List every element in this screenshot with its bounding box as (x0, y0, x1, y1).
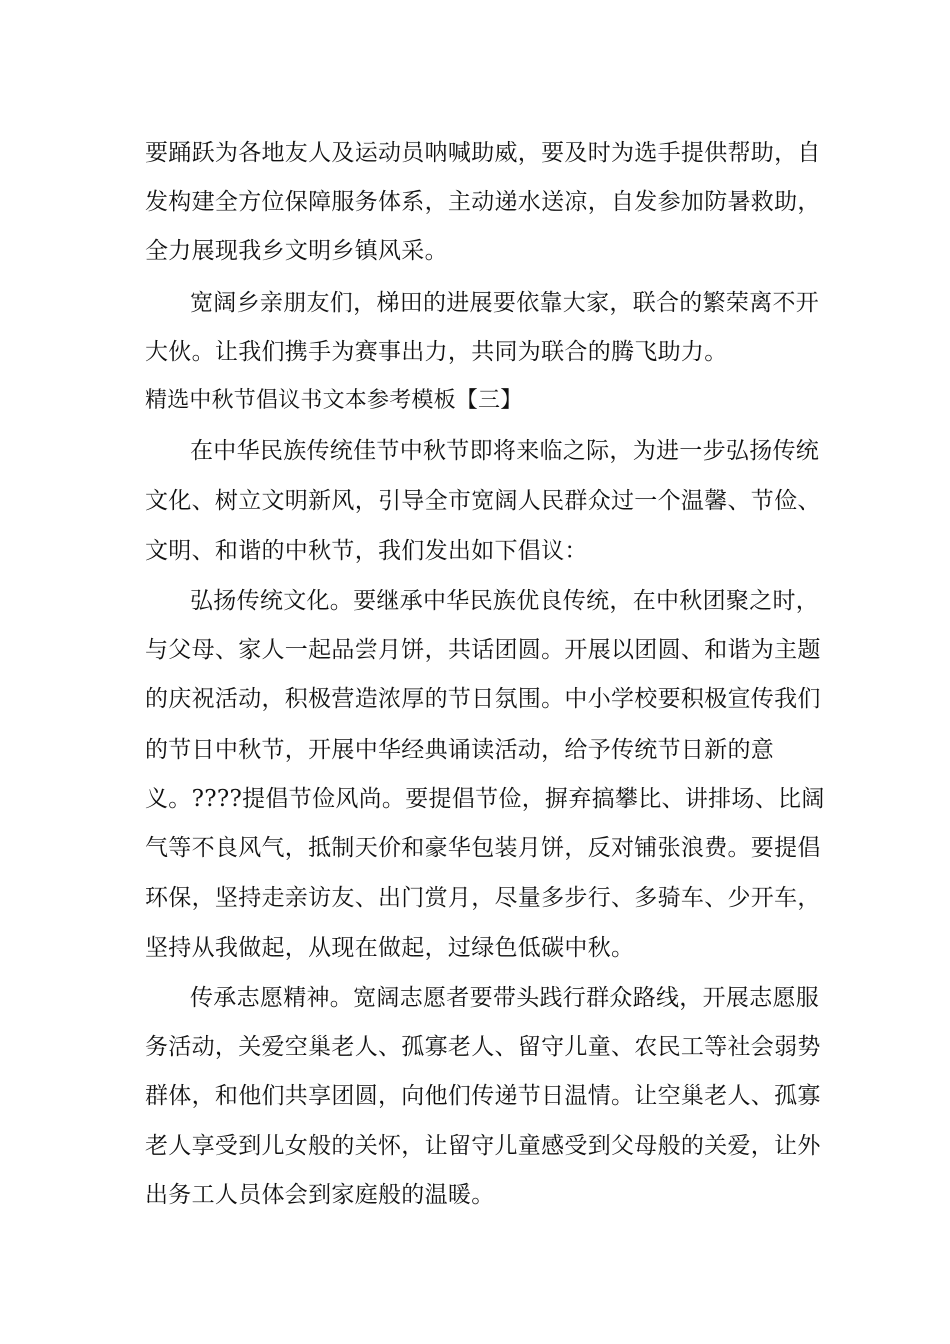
text-line: 务活动，关爱空巢老人、孤寡老人、留守儿童、农民工等社会弱势 (145, 1034, 821, 1060)
text-line: 出务工人员体会到家庭般的温暖。 (145, 1182, 495, 1208)
section-heading: 精选中秋节倡议书文本参考模板【三】 (145, 388, 523, 413)
text-line: 与父母、家人一起品尝月饼，共话团圆。开展以团圆、和谐为主题 (145, 637, 821, 663)
text-line: 的庆祝活动，积极营造浓厚的节日氛围。中小学校要积极宣传我们 (145, 686, 821, 712)
text-line: 的节日中秋节，开展中华经典诵读活动，给予传统节日新的意 (145, 737, 775, 763)
text-line: 要踊跃为各地友人及运动员呐喊助威，要及时为选手提供帮助，自 (145, 140, 821, 166)
text-line: 弘扬传统文化。要继承中华民族优良传统，在中秋团聚之时， (190, 588, 820, 614)
text-line: 老人享受到儿女般的关怀，让留守儿童感受到父母般的关爱，让外 (145, 1133, 821, 1159)
text-line: 群体，和他们共享团圆，向他们传递节日温情。让空巢老人、孤寡 (145, 1083, 821, 1109)
text-line: 文化、树立文明新风，引导全市宽阔人民群众过一个温馨、节俭、 (145, 488, 821, 514)
text-line: 义。????提倡节俭风尚。要提倡节俭，摒弃搞攀比、讲排场、比阔 (145, 786, 825, 812)
text-line: 在中华民族传统佳节中秋节即将来临之际，为进一步弘扬传统 (190, 438, 820, 464)
text-line: 宽阔乡亲朋友们，梯田的进展要依靠大家，联合的繁荣离不开 (190, 290, 820, 316)
text-line: 气等不良风气，抵制天价和豪华包装月饼，反对铺张浪费。要提倡 (145, 835, 821, 861)
text-line: 环保，坚持走亲访友、出门赏月，尽量多步行、多骑车、少开车， (145, 885, 821, 911)
text-line: 发构建全方位保障服务体系，主动递水送凉，自发参加防暑救助， (145, 189, 821, 215)
text-line: 文明、和谐的中秋节，我们发出如下倡议： (145, 538, 588, 564)
text-line: 大伙。让我们携手为赛事出力，共同为联合的腾飞助力。 (145, 339, 728, 365)
text-line: 传承志愿精神。宽阔志愿者要带头践行群众路线，开展志愿服 (190, 985, 820, 1011)
text-line: 坚持从我做起，从现在做起，过绿色低碳中秋。 (145, 935, 635, 961)
text-line: 全力展现我乡文明乡镇风采。 (145, 238, 448, 264)
